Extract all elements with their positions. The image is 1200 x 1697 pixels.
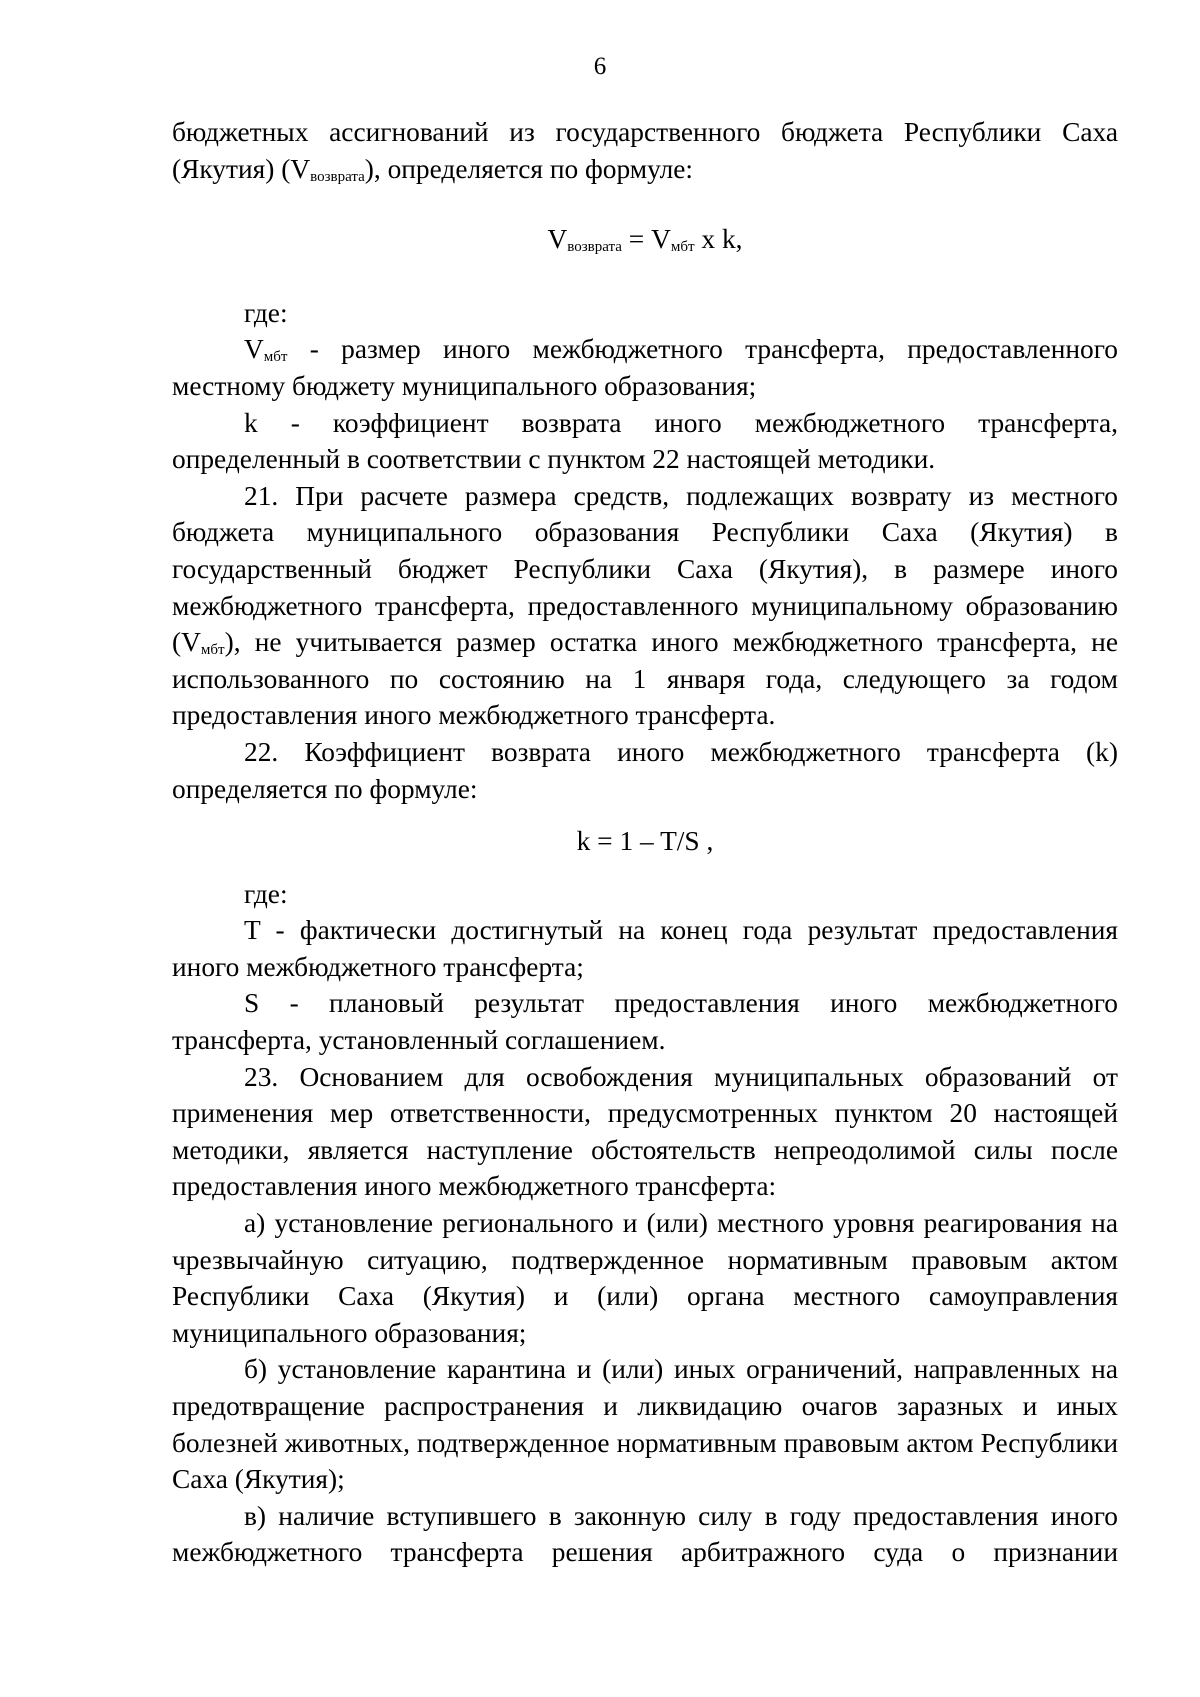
definition-v-mbt: [172, 331, 1118, 404]
formula-v: V: [547, 224, 568, 255]
item-a: а) установление регионального и (или) местного уровня реагирования на чрезвычайную ситуацию, подтвержденное нормативным правовым актом Республики Саха (Якутия) и (или) органа местного самоуправления муниципального образования;: [172, 1208, 1118, 1348]
where-label-1: где:: [244, 297, 288, 328]
where-label-2: где:: [244, 878, 288, 909]
definition-k: k - коэффициент возврата иного межбюджетного трансферта, определенный в соответствии с пунктом 22 настоящей методики.: [172, 407, 1118, 475]
item-21: [172, 478, 1118, 734]
formula-k: k = 1 – T/S ,: [576, 826, 714, 857]
formula-sub-return: возврата: [567, 239, 622, 256]
intro-subscript: возврата: [310, 168, 365, 185]
formula-sub-mbt: мбт: [670, 239, 695, 256]
intro-paragraph: [172, 114, 1118, 187]
item-21-sub: мбт: [200, 642, 225, 659]
page-number: 6: [593, 53, 607, 80]
formula-v-return: [172, 221, 1118, 258]
definition-s: S - плановый результат предоставления иного межбюджетного трансферта, установленный соглашением.: [172, 988, 1118, 1056]
def-v: V: [244, 334, 264, 365]
formula-equals-v: = V: [621, 224, 671, 255]
item-21-text-2: ), не учитывается размер остатка иного межбюджетного трансферта, не использованного по состоянию на 1 января года, следующего за годом предоставления иного межбюджетного трансферта.: [172, 627, 1118, 731]
item-21-text-1: 21. При расчете размера средств, подлежащих возврату из местного бюджета муниципального образования Республики Саха (Якутия) в государственный бюджет Республики Саха (Якутия), в размере иного межбюджетного трансферта, предоставленного муниципальному образованию (V: [172, 480, 1118, 658]
formula-tail: x k,: [694, 224, 743, 255]
definition-t: T - фактически достигнутый на конец года результат предоставления иного межбюджетного трансферта;: [172, 915, 1118, 982]
item-23: 23. Основанием для освобождения муниципальных образований от применения мер ответственности, предусмотренных пунктом 20 настоящей методики, является наступление обстоятельств непреодолимой силы после предоставления иного межбюджетного трансферта:: [172, 1061, 1118, 1202]
intro-text-1: бюджетных ассигнований из государственного бюджета Республики Саха (Якутия) (V: [172, 117, 1118, 184]
def-v-sub: мбт: [263, 349, 288, 366]
item-22: 22. Коэффициент возврата иного межбюджетного трансферта (k) определяется по формуле:: [172, 736, 1118, 804]
def-v-text: - размер иного межбюджетного трансферта, предоставленного местному бюджету муниципального образования;: [172, 334, 1118, 401]
item-b: б) установление карантина и (или) иных ограничений, направленных на предотвращение распространения и ликвидацию очагов заразных и иных болезней животных, подтвержденное нормативным правовым актом Республики Саха (Якутия);: [172, 1354, 1118, 1495]
document-body: [172, 114, 1118, 1571]
intro-text-2: ), определяется по формуле:: [364, 153, 694, 184]
item-v: в) наличие вступившего в законную силу в году предоставления иного межбюджетного трансферта решения арбитражного суда о признании: [172, 1500, 1118, 1568]
